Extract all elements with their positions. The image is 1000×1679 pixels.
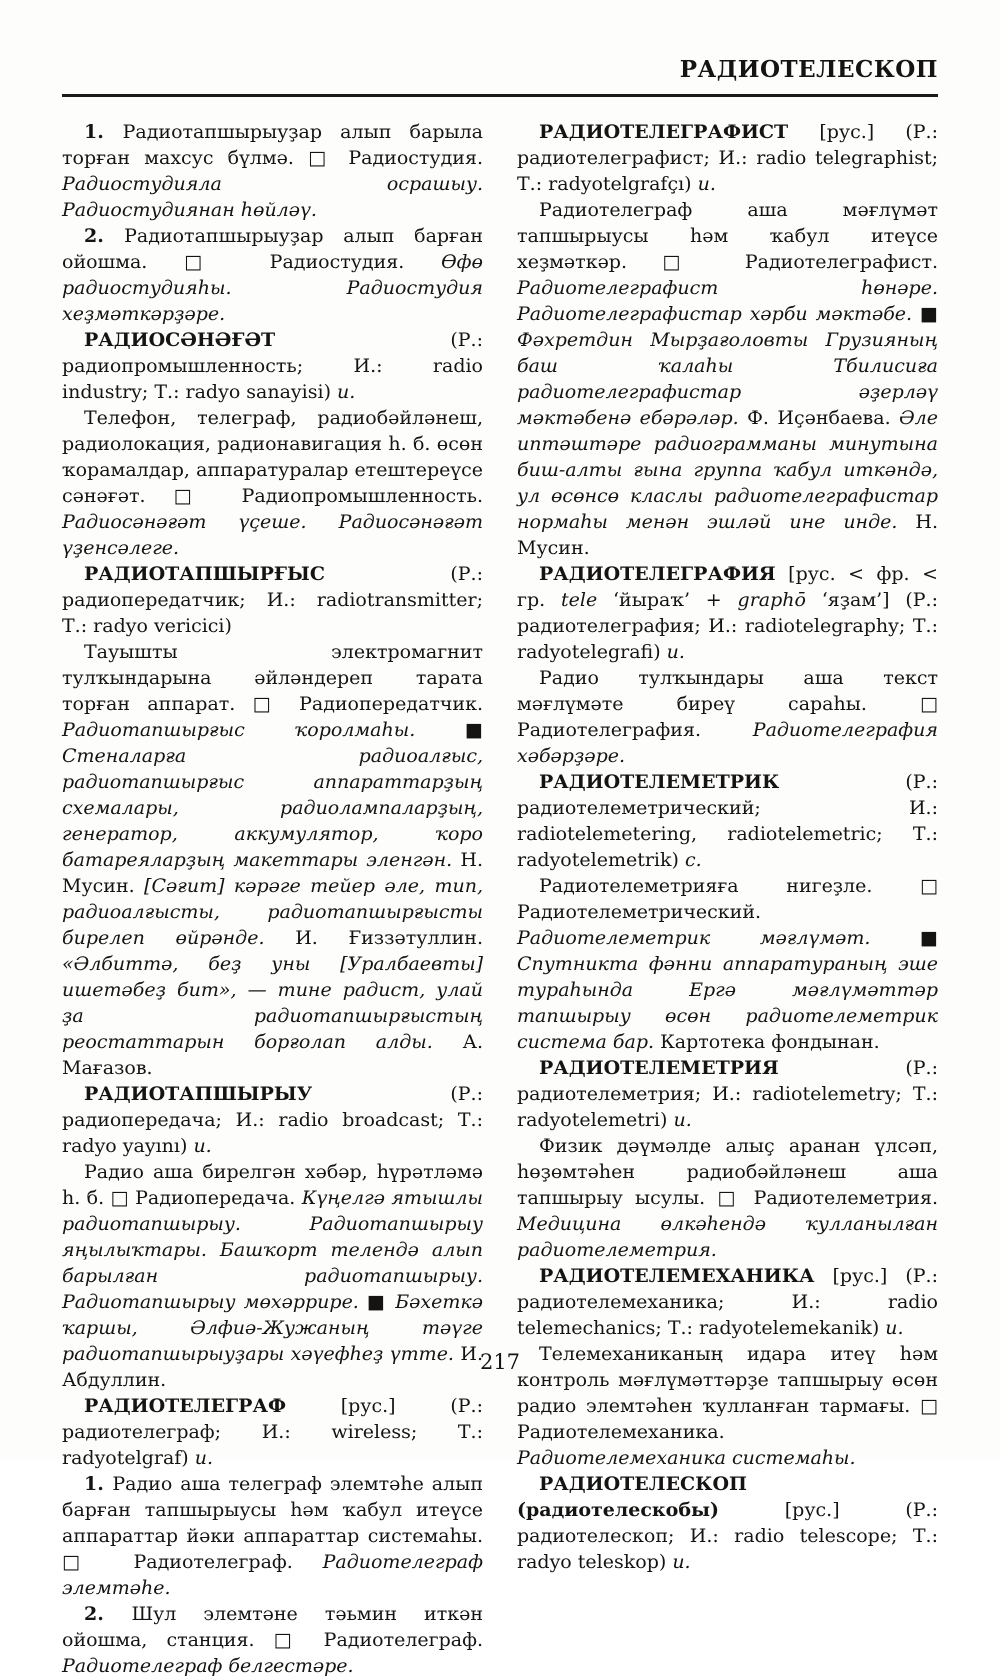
text-segment: «Әлбиттә, беҙ уны [Уралбаевты] ишетәбеҙ бит», — тине радист, улай ҙа радиотапшырғыстың реостаттарын борғолап алды. xyxy=(62,953,483,1053)
dictionary-paragraph xyxy=(62,1081,483,1159)
text-segment: [Сәғит] кәрәге тейер әле, тип, радиоалғысты, радиотапшырғысты бирелеп өйрәнде. xyxy=(62,875,483,949)
text-segment: Радио аша телеграф элемтәһе алып барған тапшырыусы һәм ҡабул итеүсе аппараттар йәки аппараттар системаһы. □ Радиотелеграф. xyxy=(62,1473,483,1573)
text-segment: 2. xyxy=(84,225,125,247)
text-segment: Радиотелеграфия хәбәрҙәре. xyxy=(517,719,938,767)
text-segment: РАДИОТЕЛЕСКОП (радиотелескобы) xyxy=(517,1473,747,1521)
text-segment: (Р.: радиопередача; И.: radio broadcast; Т.: radyo yayını) xyxy=(62,1083,483,1157)
text-segment: и. xyxy=(697,173,716,195)
text-segment: Стеналарға радиоалғыс, радиотапшырғыс аппараттарҙың схемалары, радиолампаларҙың, генератор, аккумулятор, ҡоро батареяларҙың макеттары эленгән. xyxy=(62,745,483,871)
text-segment: И. Абдуллин. xyxy=(62,1343,483,1391)
text-segment: Әле иптәштәре радиограмманы минутына биш-алты ғына группа ҡабул иткәндә, ул өсөнсө класлы радиотелеграфистар нормаһы менән эшләй ине инде. xyxy=(517,407,939,533)
text-segment: Күңелгә ятышлы радиотапшырыу. Радиотапшырыу яңылыҡтары. Башҡорт телендә алып барылған радиотапшырыу. Радиотапшырыу мөхәррире. xyxy=(62,1187,483,1313)
text-segment: и. xyxy=(673,1109,692,1131)
text-segment: [рус.] (Р.: радиотелеграфист; И.: radio telegraphist; Т.: radyotelgrafçı) xyxy=(517,121,938,195)
dictionary-paragraph xyxy=(517,561,938,665)
text-segment: и. xyxy=(193,1135,212,1157)
text-segment: Радиотелеметрияға нигеҙле. □ Радиотелеметрический. xyxy=(517,875,938,923)
text-segment: РАДИОТЕЛЕГРАФИЯ xyxy=(539,563,776,585)
text-segment: [рус.] (Р.: радиотелескоп; И.: radio telescope; Т.: radyo teleskop) xyxy=(517,1499,938,1573)
text-segment: и. xyxy=(885,1317,904,1339)
text-segment: Радиотелеграфист һөнәре. Радиотелеграфистар хәрби мәктәбе. xyxy=(517,277,938,325)
text-segment: Радиотапшырыуҙар алып барыла торған махсус бүлмә. □ Радиостудия. xyxy=(62,121,484,169)
text-segment: и. xyxy=(672,1551,691,1573)
text-segment: РАДИОТЕЛЕМЕТРИЯ xyxy=(539,1057,779,1079)
running-title: РАДИОТЕЛЕСКОП xyxy=(679,56,938,83)
text-segment: РАДИОТЕЛЕГРАФИСТ xyxy=(539,121,789,143)
text-segment: (Р.: радиопромышленность; И.: radio industry; Т.: radyo sanayisi) xyxy=(62,329,483,403)
text-segment: Радиосәнәғәт үҫеше. Радиосәнәғәт үҙенсәлеге. xyxy=(62,511,483,559)
text-segment: ■ xyxy=(870,927,938,949)
text-segment: Н. Мусин. xyxy=(517,511,938,559)
text-segment: Тауышты электромагнит тулҡындарына әйләндереп тарата торған аппарат. □ Радиопередатчик. xyxy=(62,641,483,715)
text-segment: tele xyxy=(560,589,598,611)
text-segment: Физик дәүмәлде алыҫ аранан үлсәп, һөҙөмтәһен радиобәйләнеш аша тапшырыу ысулы. □ Радиотелеметрия. xyxy=(517,1135,938,1209)
dictionary-paragraph xyxy=(62,405,483,561)
page-number: 217 xyxy=(479,1350,521,1374)
text-segment: graphō xyxy=(737,589,806,611)
dictionary-paragraph xyxy=(62,1601,483,1679)
text-segment: Радио аша бирелгән хәбәр, һүрәтләмә һ. б. □ Радиопередача. xyxy=(62,1161,483,1209)
text-segment: Шул элемтәне тәьмин иткән ойошма, станция. □ Радиотелеграф. xyxy=(62,1603,483,1651)
text-segment: Радиотелеграф белгестәре. xyxy=(62,1655,354,1677)
text-segment: Радиотелеграф аша мәғлүмәт тапшырыусы һәм ҡабул итеүсе хеҙмәткәр. □ Радиотелеграфист. xyxy=(517,199,938,273)
dictionary-paragraph xyxy=(62,639,483,1081)
text-segment: ■ xyxy=(415,719,483,741)
text-segment: 1. xyxy=(84,121,123,143)
left-column xyxy=(62,119,483,1679)
text-segment: (Р.: радиотелеметрия; И.: radiotelemetry; Т.: radyotelemetri) xyxy=(517,1057,938,1131)
text-segment: И. Ғиззәтуллин. xyxy=(264,927,483,949)
text-segment: и. xyxy=(666,641,685,663)
text-segment: (Р.: радиотелеметрический; И.: radiotelemetering, radiotelemetric; Т.: radyotelemetrik) xyxy=(517,771,938,871)
text-segment: Радиотелеграф элемтәһе. xyxy=(62,1551,483,1599)
text-segment: Бәхеткә ҡаршы, Әлфиә-Жужаның тәүге радиотапшырыуҙары хәүефһеҙ үтте. xyxy=(62,1291,483,1365)
text-segment: А. Мағазов. xyxy=(62,1031,484,1079)
text-segment: 2. xyxy=(84,1603,132,1625)
text-segment: Радиотапшырыуҙар алып барған ойошма. □ Радиостудия. xyxy=(62,225,483,273)
text-columns xyxy=(62,119,938,1679)
text-segment: Телефон, телеграф, радиобәйләнеш, радиолокация, радионавигация һ. б. өсөн ҡорамалдар, аппаратуралар етештереүсе сәнәғәт. □ Радиопромышленность. xyxy=(62,407,483,507)
text-segment: ■ xyxy=(358,1291,396,1313)
text-segment: РАДИОТЕЛЕМЕТРИК xyxy=(539,771,780,793)
dictionary-paragraph xyxy=(517,1133,938,1263)
text-segment: РАДИОСӘНӘҒӘТ xyxy=(84,329,276,351)
text-segment: и. xyxy=(337,381,356,403)
text-segment: ■ xyxy=(912,303,938,325)
text-segment: Медицина өлкәһендә ҡулланылған радиотелеметрия. xyxy=(517,1213,938,1261)
text-segment: [рус. < фр. < гр. xyxy=(517,563,938,611)
text-segment: Н. Мусин. xyxy=(62,849,483,897)
text-segment: Радио тулҡындары аша текст мәғлүмәте биреү сараһы. □ Радиотелеграфия. xyxy=(517,667,938,741)
dictionary-paragraph xyxy=(62,1471,483,1601)
text-segment: ‘йыраҡ’ + xyxy=(597,589,738,611)
text-segment: Фәхретдин Мырҙағоловты Грузияның баш ҡалаһы Тбилисиға радиотелеграфистар әҙерләү мәктәбенә ебәрәләр. xyxy=(517,329,938,429)
dictionary-paragraph xyxy=(517,873,938,1055)
dictionary-paragraph xyxy=(517,197,938,561)
right-column xyxy=(517,119,938,1679)
text-segment: Радиотелемеханика системаһы. xyxy=(517,1447,856,1469)
dictionary-paragraph xyxy=(517,769,938,873)
text-segment: с. xyxy=(684,849,702,871)
text-segment: Картотека фондынан. xyxy=(654,1031,880,1053)
dictionary-paragraph xyxy=(62,1393,483,1471)
dictionary-paragraph xyxy=(517,665,938,769)
dictionary-paragraph xyxy=(62,223,483,327)
text-segment: (Р.: радиопередатчик; И.: radiotransmitter; Т.: radyo vericici) xyxy=(62,563,483,637)
text-segment: Телемеханиканың идара итеү һәм контроль мәғлүмәттәрҙе тапшырыу өсөн радио элемтәһен ҡулланған тармағы. □ Радиотелемеханика. xyxy=(517,1343,938,1443)
text-segment: РАДИОТЕЛЕМЕХАНИКА xyxy=(539,1265,815,1287)
dictionary-paragraph xyxy=(517,119,938,197)
running-header xyxy=(62,56,938,83)
dictionary-paragraph xyxy=(62,561,483,639)
dictionary-paragraph xyxy=(62,327,483,405)
text-segment: РАДИОТАПШЫРҒЫС xyxy=(84,563,325,585)
text-segment: 1. xyxy=(84,1473,113,1495)
text-segment: Өфө радиостудияһы. Радиостудия хеҙмәткәрҙәре. xyxy=(62,251,483,325)
text-segment: Радиостудияла осрашыу. Радиостудиянан һөйләү. xyxy=(62,173,483,221)
text-segment: и. xyxy=(194,1447,214,1469)
text-segment: ‘яҙам’] (Р.: радиотелеграфия; И.: radiotelegraphy; Т.: radyotelegrafi) xyxy=(517,589,939,663)
dictionary-paragraph xyxy=(517,1263,938,1341)
text-segment: РАДИОТАПШЫРЫУ xyxy=(84,1083,313,1105)
dictionary-paragraph xyxy=(517,1055,938,1133)
text-segment: Радиотелеметрик мәғлүмәт. xyxy=(517,927,871,949)
text-segment: Ф. Иҫәнбаева. xyxy=(738,407,900,429)
text-segment: [рус.] (Р.: радиотелемеханика; И.: radio telemechanics; Т.: radyotelemekanik) xyxy=(517,1265,938,1339)
text-segment: Радиотапшырғыс ҡоролмаһы. xyxy=(62,719,416,741)
text-segment: Спутникта фәнни аппаратураның эше тураһында Ергә мәғлүмәттәр тапшырыу өсөн радиотелеметрик система бар. xyxy=(517,953,938,1053)
text-segment: РАДИОТЕЛЕГРАФ xyxy=(84,1395,286,1417)
header-rule xyxy=(62,94,938,97)
text-segment: [рус.] (Р.: радиотелеграф; И.: wireless; Т.: radyotelgraf) xyxy=(62,1395,483,1469)
dictionary-paragraph xyxy=(62,119,483,223)
dictionary-paragraph xyxy=(517,1471,938,1575)
